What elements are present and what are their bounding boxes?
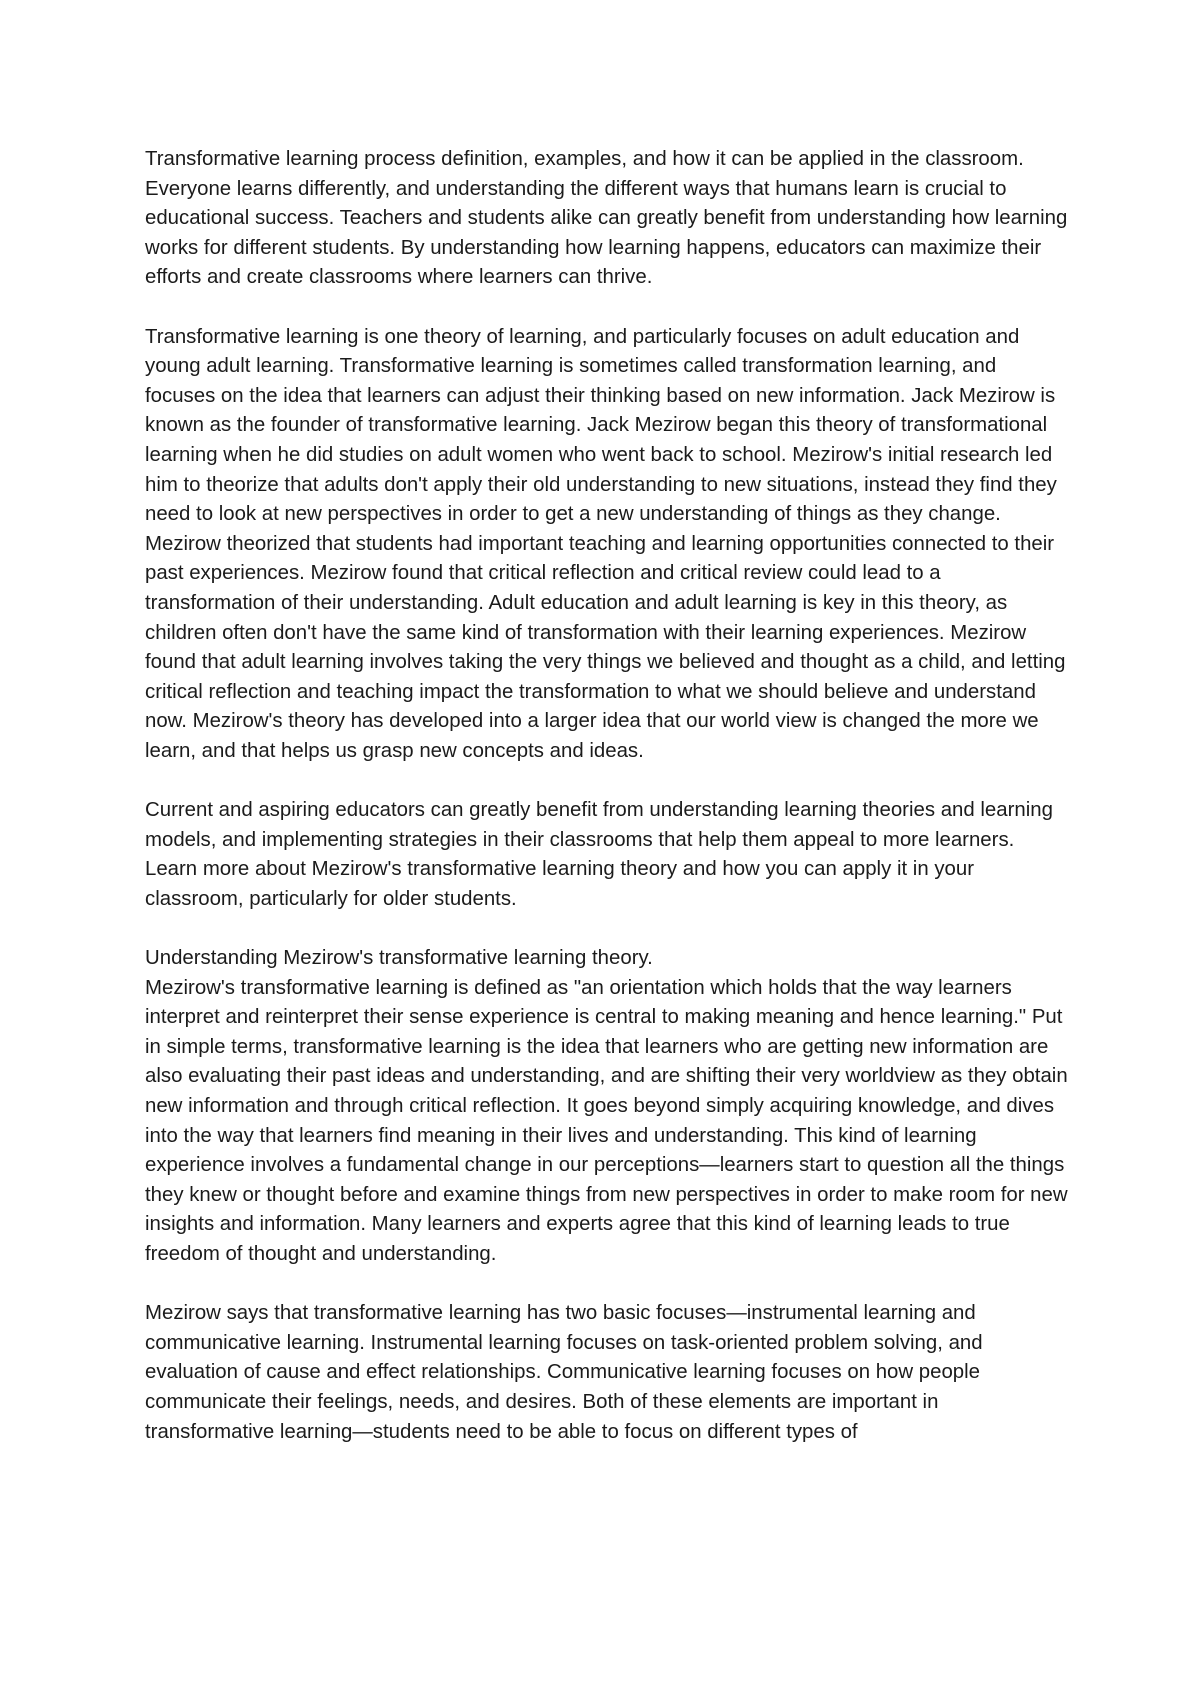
paragraph-gap xyxy=(145,766,1070,796)
document-title: Transformative learning process definition, examples, and how it can be applied in the classroom. xyxy=(145,148,1024,170)
paragraph-two-focuses: Mezirow says that transformative learning has two basic focuses—instrumental learning and communicative learning. Instrumental learning focuses on task-oriented problem solving, and evaluation of cause and effect relationships. Communicative learning focuses on how people communicate their feelings, needs, and desires. Both of these elements are important in transformative learning—students need to be able to focus on different types of xyxy=(145,1302,983,1443)
paragraph-mezirow-theory: Transformative learning is one theory of learning, and particularly focuses on adult education and young adult learning. Transformative learning is sometimes called transformation learning, and focuses on the idea that learners can adjust their thinking based on new information. Jack Mezirow is known as the founder of transformative learning. Jack Mezirow began this theory of transformational learning when he did studies on adult women who went back to school. Mezirow's initial research led him to theorize that adults don't apply their old understanding to new situations, instead they find they need to look at new perspectives in order to get a new understanding of things as they change. Mezirow theorized that students had important teaching and learning opportunities connected to their past experiences. Mezirow found that critical reflection and critical review could lead to a transformation of their understanding. Adult education and adult learning is key in this theory, as children often don't have the same kind of transformation with their learning experiences. Mezirow found that adult learning involves taking the very things we believed and thought as a child, and letting critical reflection and teaching impact the transformation to what we should believe and understand now. Mezirow's theory has developed into a larger idea that our world view is changed the more we learn, and that helps us grasp new concepts and ideas. xyxy=(145,325,1066,762)
paragraph-definition: Mezirow's transformative learning is defined as "an orientation which holds that the way learners interpret and reinterpret their sense experience is central to making meaning and hence learning." Put in simple terms, transformative learning is the idea that learners who are getting new information are also evaluating their past ideas and understanding, and are shifting their very worldview as they obtain new information and through critical reflection. It goes beyond simply acquiring knowledge, and dives into the way that learners find meaning in their lives and understanding. This kind of learning experience involves a fundamental change in our perceptions—learners start to question all the things they knew or thought before and examine things from new perspectives in order to make room for new insights and information. Many learners and experts agree that this kind of learning leads to true freedom of thought and understanding. xyxy=(145,976,1068,1265)
section-heading: Understanding Mezirow's transformative learning theory. xyxy=(145,947,653,970)
paragraph-gap xyxy=(145,293,1070,323)
intro-paragraph: Everyone learns differently, and understanding the different ways that humans learn is crucial to educational success. Teachers and students alike can greatly benefit from understanding how learning works for different students. By understanding how learning happens, educators can maximize their efforts and create classrooms where learners can thrive. xyxy=(145,177,1068,289)
paragraph-gap xyxy=(145,1270,1070,1300)
paragraph-educators: Current and aspiring educators can greatly benefit from understanding learning theories and learning models, and implementing strategies in their classrooms that help them appeal to more learners. Learn more about Mezirow's transformative learning theory and how you can apply it in your classroom, particularly for older students. xyxy=(145,799,1053,910)
paragraph-gap xyxy=(145,914,1070,944)
